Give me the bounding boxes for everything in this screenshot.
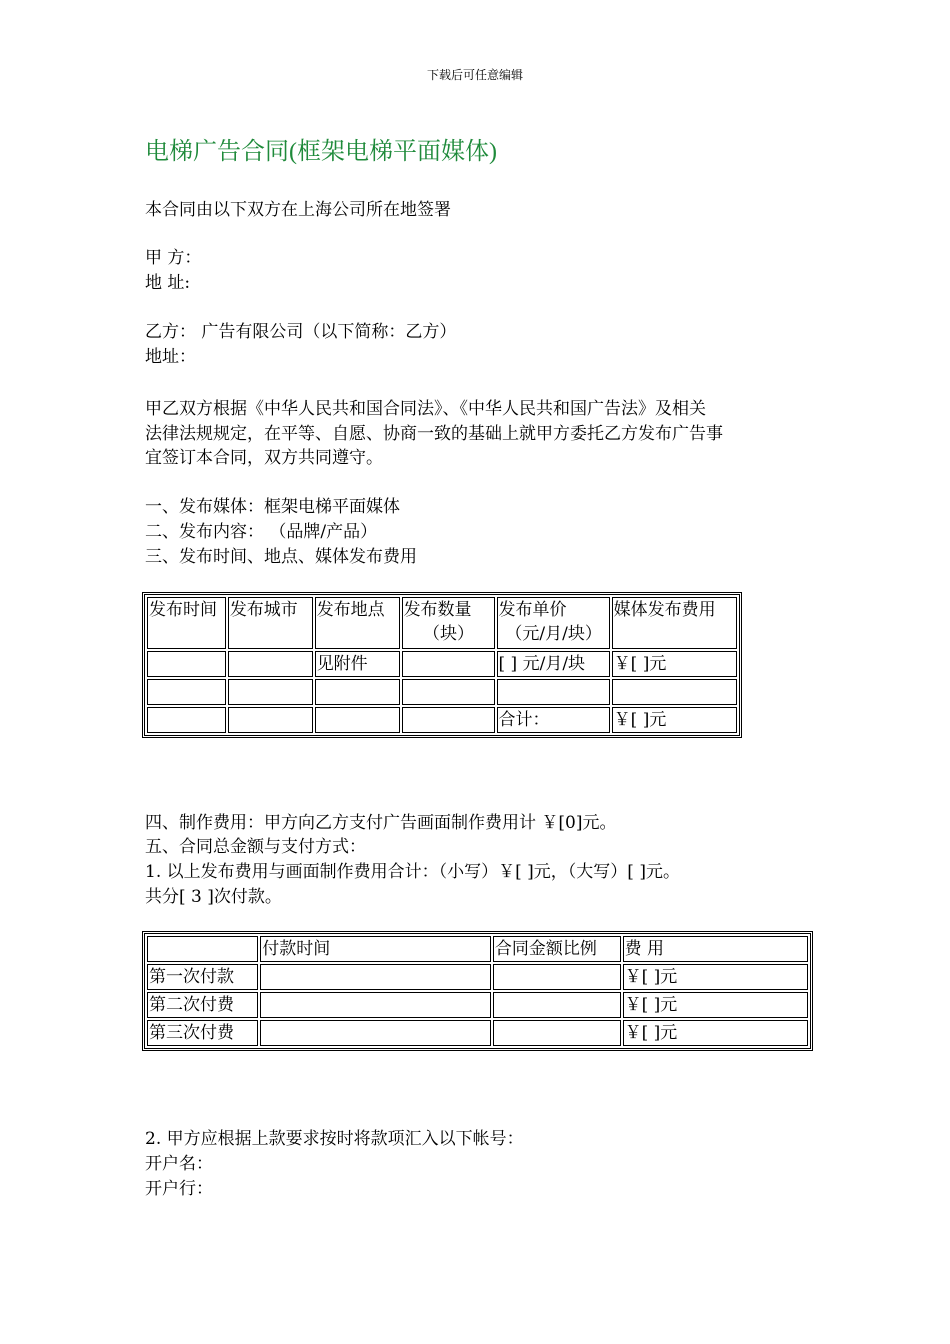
table-cell <box>228 651 313 677</box>
table-cell <box>612 679 737 705</box>
header-cell: 合同金额比例 <box>493 936 621 962</box>
table-cell: 第二次付费 <box>147 992 258 1018</box>
table-cell: [ ] 元/月/块 <box>497 651 610 677</box>
table-cell <box>493 992 621 1018</box>
clause-5-1-installments: 共分[ 3 ]次付款。 <box>145 887 282 907</box>
clause-1: 一、发布媒体：框架电梯平面媒体 <box>145 497 400 517</box>
account-name-label: 开户名： <box>145 1154 213 1174</box>
party-b-address: 地址： <box>145 347 196 367</box>
clause-5: 五、合同总金额与支付方式： <box>145 837 366 857</box>
preamble-line: 甲乙双方根据《中华人民共和国合同法》、《中华人民共和国广告法》及相关 <box>145 399 706 419</box>
table-header-row <box>147 597 737 649</box>
table-cell: ￥[ ]元 <box>623 992 808 1018</box>
table-row <box>147 679 737 705</box>
table-cell <box>147 679 226 705</box>
table-cell <box>402 707 495 733</box>
table-cell <box>228 707 313 733</box>
header-cell <box>147 936 258 962</box>
table-row <box>147 651 737 677</box>
header-cell: 发布数量 （块） <box>402 597 495 649</box>
table-cell: ￥[ ]元 <box>623 964 808 990</box>
header-cell: 发布时间 <box>147 597 226 649</box>
header-cell: 付款时间 <box>260 936 491 962</box>
table-cell <box>315 707 400 733</box>
table-cell <box>260 1020 491 1046</box>
header-cell: 费 用 <box>623 936 808 962</box>
party-a-address: 地 址: <box>145 273 191 293</box>
table-row <box>147 992 808 1018</box>
table-cell: ￥[ ]元 <box>623 1020 808 1046</box>
table-row <box>147 964 808 990</box>
table-cell <box>228 679 313 705</box>
table-cell: 合计： <box>497 707 610 733</box>
table-cell: 第三次付费 <box>147 1020 258 1046</box>
table-header-row <box>147 936 808 962</box>
table-cell: ￥[ ]元 <box>612 707 737 733</box>
table-cell <box>493 964 621 990</box>
table-cell: 第一次付款 <box>147 964 258 990</box>
table-cell <box>147 651 226 677</box>
table-row <box>147 707 737 733</box>
payment-table <box>142 931 813 1051</box>
table-cell <box>147 707 226 733</box>
header-cell: 发布城市 <box>228 597 313 649</box>
account-bank-label: 开户行： <box>145 1179 213 1199</box>
table-cell <box>260 992 491 1018</box>
contract-title: 电梯广告合同(框架电梯平面媒体) <box>145 139 497 165</box>
preamble-line: 宜签订本合同，双方共同遵守。 <box>145 448 383 468</box>
clause-3: 三、发布时间、地点、媒体发布费用 <box>145 547 417 567</box>
intro-text: 本合同由以下双方在上海公司所在地签署 <box>145 200 451 220</box>
clause-5-2: 2. 甲方应根据上款要求按时将款项汇入以下帐号： <box>145 1129 524 1149</box>
party-a-name: 甲 方： <box>145 248 202 268</box>
party-b-name: 乙方： 广告有限公司（以下简称：乙方） <box>145 322 457 342</box>
header-cell: 发布单价 （元/月/块） <box>497 597 610 649</box>
table-cell <box>402 679 495 705</box>
page-header: 下载后可任意编辑 <box>426 68 523 82</box>
clause-2: 二、发布内容： （品牌/产品） <box>145 522 378 542</box>
table-cell <box>493 1020 621 1046</box>
table-cell <box>260 964 491 990</box>
media-fee-table <box>142 592 742 738</box>
table-cell <box>497 679 610 705</box>
table-cell: ￥[ ]元 <box>612 651 737 677</box>
header-cell: 发布地点 <box>315 597 400 649</box>
table-cell <box>315 679 400 705</box>
table-cell: 见附件 <box>315 651 400 677</box>
clause-5-1: 1. 以上发布费用与画面制作费用合计：（小写）￥[ ]元，（大写）[ ]元。 <box>145 862 680 882</box>
table-row <box>147 1020 808 1046</box>
preamble-line: 法律法规规定，在平等、自愿、协商一致的基础上就甲方委托乙方发布广告事 <box>145 424 723 444</box>
clause-4: 四、制作费用：甲方向乙方支付广告画面制作费用计 ￥[0]元。 <box>145 813 617 833</box>
header-cell: 媒体发布费用 <box>612 597 737 649</box>
table-cell <box>402 651 495 677</box>
